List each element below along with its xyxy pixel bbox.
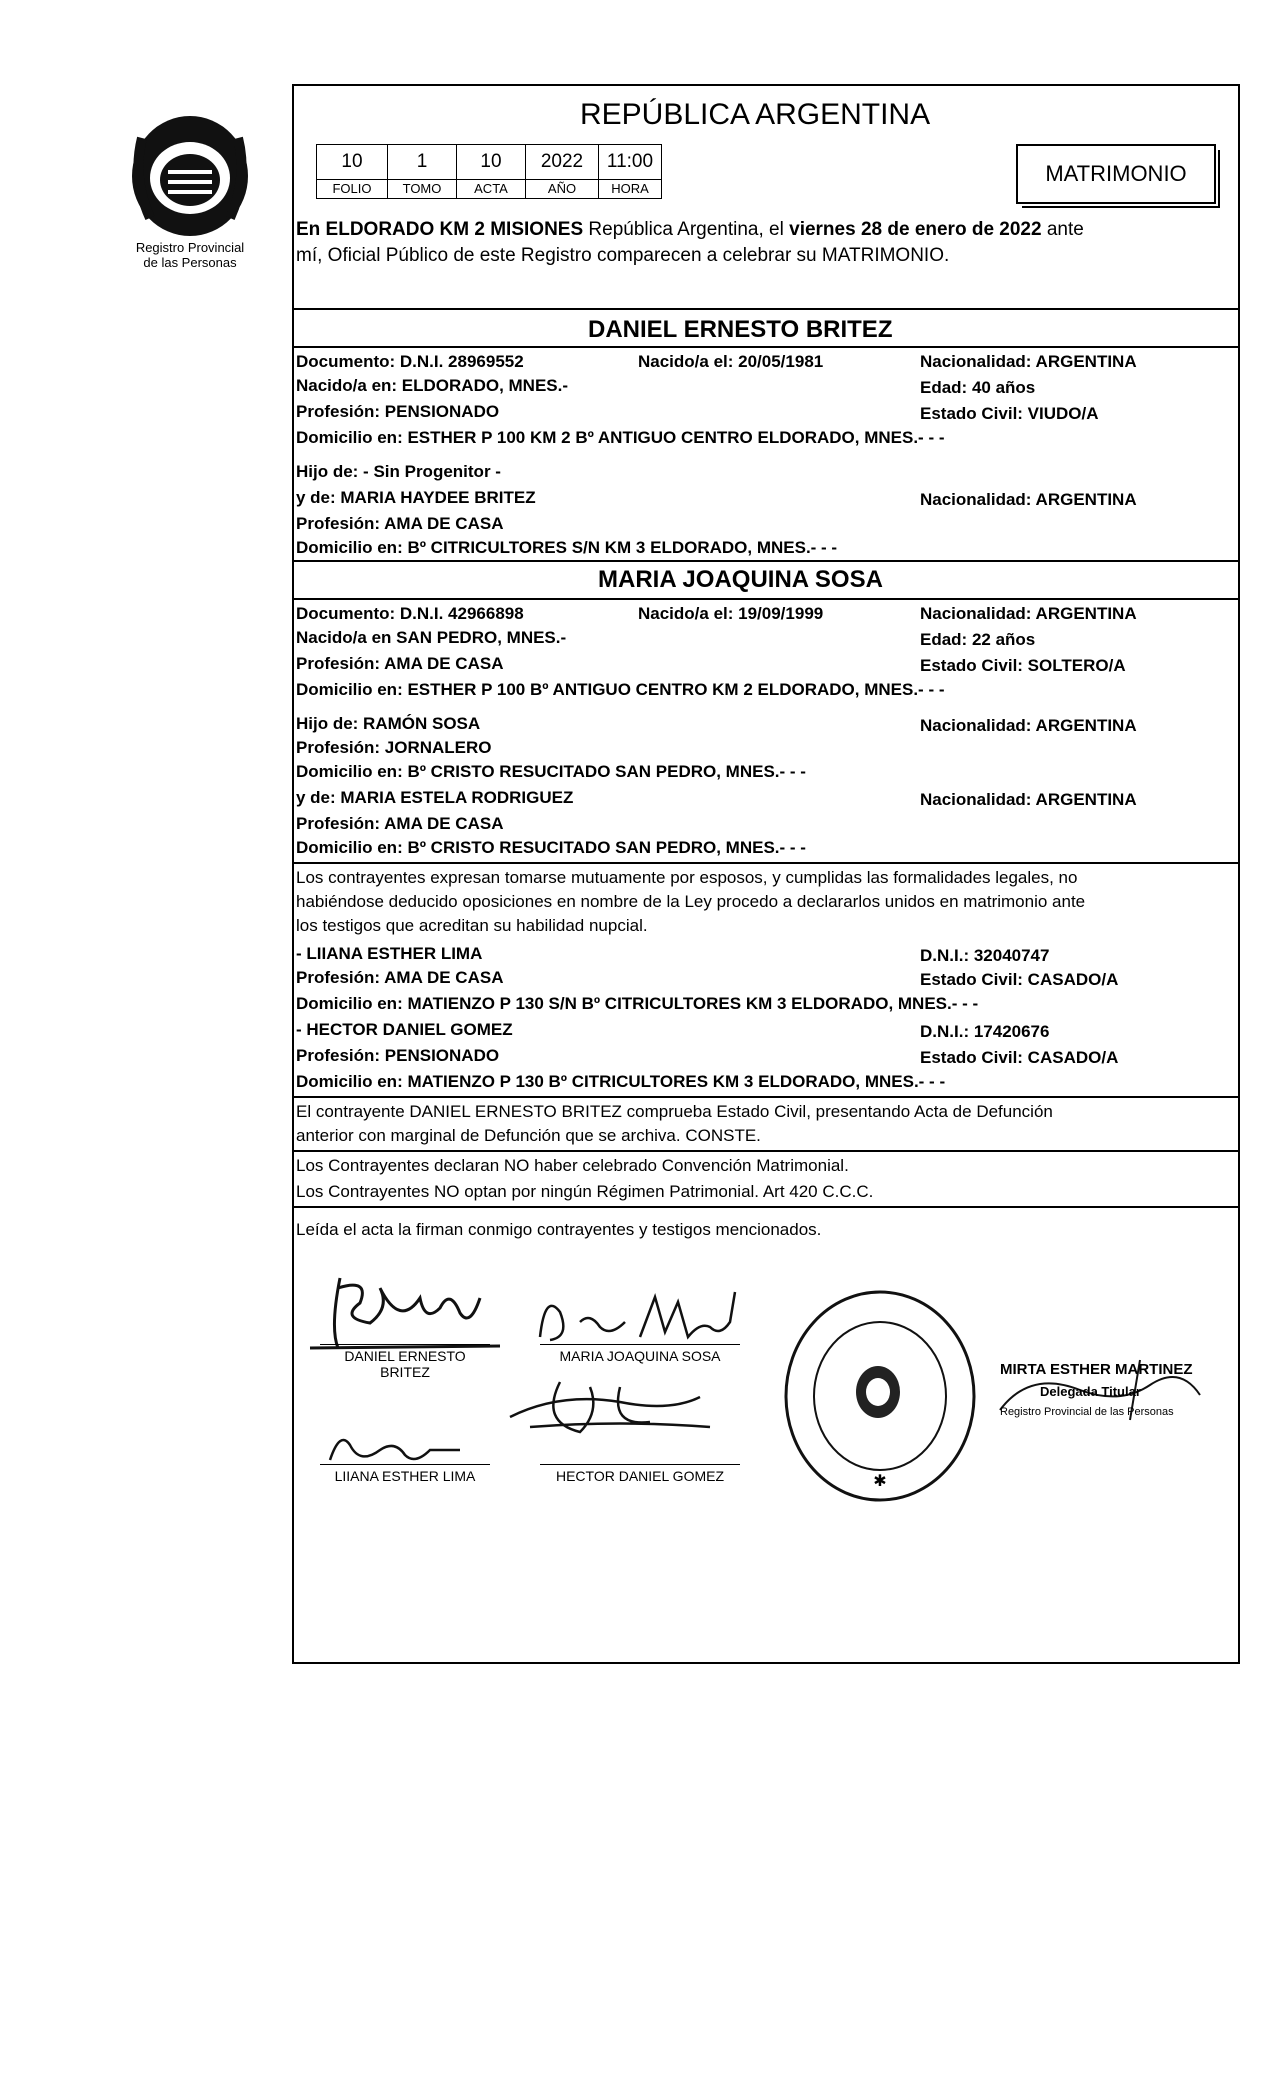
logo-caption-line1: Registro Provincial (135, 240, 245, 255)
acta-value: 10 (457, 145, 526, 180)
note-line-2: anterior con marginal de Defunción que se archiva. CONSTE. (296, 1126, 761, 1145)
intro-place: En ELDORADO KM 2 MISIONES (296, 219, 584, 240)
spouse2-padre-nacionalidad: Nacionalidad: ARGENTINA (920, 716, 1137, 735)
closing-text: Leída el acta la firman conmigo contrayentes y testigos mencionados. (296, 1220, 822, 1239)
logo-caption-line2: de las Personas (143, 255, 237, 270)
note-line-1: El contrayente DANIEL ERNESTO BRITEZ comprueba Estado Civil, presentando Acta de Defunción (296, 1102, 1053, 1121)
registry-stamp (780, 1286, 980, 1506)
official-role: Delegada Titular (1040, 1384, 1141, 1399)
divider-declaration (292, 862, 1240, 864)
spouse1-madre-profesion: Profesión: AMA DE CASA (296, 514, 504, 533)
witness2-domicilio: Domicilio en: MATIENZO P 130 Bº CITRICULTORES KM 3 ELDORADO, MNES.- - - (296, 1072, 946, 1091)
intro-mid: República Argentina, el (588, 219, 784, 240)
spouse2-nacionalidad: Nacionalidad: ARGENTINA (920, 604, 1137, 623)
official-org: Registro Provincial de las Personas (1000, 1406, 1174, 1418)
folio-value: 10 (317, 145, 388, 180)
witness1-profesion: Profesión: AMA DE CASA (296, 968, 504, 987)
spouse2-estado-civil: Estado Civil: SOLTERO/A (920, 656, 1126, 675)
spouse2-documento: Documento: D.N.I. 42966898 (296, 604, 524, 623)
intro-date: viernes 28 de enero de 2022 (789, 219, 1042, 240)
signature-scribble-maria (530, 1282, 760, 1357)
spouse2-hijo-de: Hijo de: RAMÓN SOSA (296, 714, 481, 733)
ano-value: 2022 (526, 145, 599, 180)
spouse2-y-de: y de: MARIA ESTELA RODRIGUEZ (296, 788, 574, 807)
svg-text:✱: ✱ (873, 1471, 887, 1490)
divider-spouse1-top (292, 308, 1240, 310)
witness2-estado-civil: Estado Civil: CASADO/A (920, 1048, 1119, 1067)
spouse1-madre-nacionalidad: Nacionalidad: ARGENTINA (920, 490, 1137, 509)
province-logo (122, 108, 258, 238)
spouse1-domicilio: Domicilio en: ESTHER P 100 KM 2 Bº ANTIGUO CENTRO ELDORADO, MNES.- - - (296, 428, 945, 447)
folio-label: FOLIO (317, 180, 388, 199)
spouse2-name: MARIA JOAQUINA SOSA (598, 566, 883, 593)
signature-line-hector (540, 1464, 740, 1465)
spouse2-nacido-el: Nacido/a el: 19/09/1999 (638, 604, 824, 623)
witness2-dni: D.N.I.: 17420676 (920, 1022, 1050, 1041)
signature-line-daniel (320, 1344, 490, 1345)
spouse1-profesion: Profesión: PENSIONADO (296, 402, 500, 421)
convention-line-1: Los Contrayentes declaran NO haber celebrado Convención Matrimonial. (296, 1156, 849, 1175)
divider-closing (292, 1206, 1240, 1208)
official-name: MIRTA ESTHER MARTINEZ (1000, 1361, 1193, 1378)
spouse2-profesion: Profesión: AMA DE CASA (296, 654, 504, 673)
signature-label-hector: HECTOR DANIEL GOMEZ (555, 1468, 725, 1484)
signature-label-liliana: LIIANA ESTHER LIMA (334, 1468, 476, 1484)
declaration-line-2: habiéndose deducido oposiciones en nombre de la Ley procedo a declararlos unidos en matrimonio ante (296, 892, 1086, 911)
spouse1-madre-domicilio: Domicilio en: Bº CITRICULTORES S/N KM 3 ELDORADO, MNES.- - - (296, 538, 838, 557)
tomo-label: TOMO (388, 180, 457, 199)
declaration-line-1: Los contrayentes expresan tomarse mutuamente por esposos, y cumplidas las formalidades legales, no (296, 868, 1078, 887)
acta-label: ACTA (457, 180, 526, 199)
spouse1-edad: Edad: 40 años (920, 378, 1036, 397)
signature-scribble-hector (500, 1372, 720, 1447)
spouse2-edad: Edad: 22 años (920, 630, 1036, 649)
intro-line-2: mí, Oficial Público de este Registro comparecen a celebrar su MATRIMONIO. (296, 245, 950, 266)
divider-spouse2-header (292, 598, 1240, 600)
spouse2-madre-domicilio: Domicilio en: Bº CRISTO RESUCITADO SAN PEDRO, MNES.- - - (296, 838, 806, 857)
spouse2-madre-profesion: Profesión: AMA DE CASA (296, 814, 504, 833)
spouse1-y-de: y de: MARIA HAYDEE BRITEZ (296, 488, 536, 507)
record-type-label: MATRIMONIO (1045, 161, 1187, 186)
spouse1-documento: Documento: D.N.I. 28969552 (296, 352, 524, 371)
certificate-title: REPÚBLICA ARGENTINA (580, 98, 931, 131)
spouse2-madre-nacionalidad: Nacionalidad: ARGENTINA (920, 790, 1137, 809)
ano-label: AÑO (526, 180, 599, 199)
witness2-name: - HECTOR DANIEL GOMEZ (296, 1020, 513, 1039)
reference-table (316, 144, 662, 199)
spouse2-padre-domicilio: Domicilio en: Bº CRISTO RESUCITADO SAN PEDRO, MNES.- - - (296, 762, 806, 781)
record-type-box (1016, 144, 1216, 204)
spouse1-estado-civil: Estado Civil: VIUDO/A (920, 404, 1099, 423)
divider-spouse2-top (292, 560, 1240, 562)
divider-spouse1-header (292, 346, 1240, 348)
spouse2-padre-profesion: Profesión: JORNALERO (296, 738, 492, 757)
witness2-profesion: Profesión: PENSIONADO (296, 1046, 500, 1065)
signature-line-liliana (320, 1464, 490, 1465)
hora-value: 11:00 (599, 145, 662, 180)
spouse1-nacido-en: Nacido/a en: ELDORADO, MNES.- (296, 376, 569, 395)
spouse1-name: DANIEL ERNESTO BRITEZ (588, 316, 893, 343)
spouse1-nacionalidad: Nacionalidad: ARGENTINA (920, 352, 1137, 371)
witness1-estado-civil: Estado Civil: CASADO/A (920, 970, 1119, 989)
convention-line-2: Los Contrayentes NO optan por ningún Régimen Patrimonial. Art 420 C.C.C. (296, 1182, 874, 1201)
signature-scribble-liliana (310, 1420, 480, 1475)
witness1-name: - LIIANA ESTHER LIMA (296, 944, 483, 963)
logo-caption (106, 240, 274, 270)
spouse1-nacido-el: Nacido/a el: 20/05/1981 (638, 352, 824, 371)
divider-convention (292, 1150, 1240, 1152)
witness1-domicilio: Domicilio en: MATIENZO P 130 S/N Bº CITRICULTORES KM 3 ELDORADO, MNES.- - - (296, 994, 979, 1013)
spouse2-domicilio: Domicilio en: ESTHER P 100 Bº ANTIGUO CENTRO KM 2 ELDORADO, MNES.- - - (296, 680, 945, 699)
signature-line-maria (540, 1344, 740, 1345)
signature-label-maria: MARIA JOAQUINA SOSA (559, 1348, 721, 1364)
hora-label: HORA (599, 180, 662, 199)
spouse1-hijo-de: Hijo de: - Sin Progenitor - (296, 462, 501, 481)
intro-line-1 (296, 218, 1084, 242)
witness1-dni: D.N.I.: 32040747 (920, 946, 1050, 965)
signature-label-daniel-2: BRITEZ (380, 1364, 430, 1380)
tomo-value: 1 (388, 145, 457, 180)
declaration-line-3: los testigos que acreditan su habilidad nupcial. (296, 916, 648, 935)
spouse2-nacido-en: Nacido/a en SAN PEDRO, MNES.- (296, 628, 567, 647)
intro-end: ante (1046, 219, 1084, 240)
divider-note (292, 1096, 1240, 1098)
signature-label-daniel-1: DANIEL ERNESTO (344, 1348, 466, 1364)
